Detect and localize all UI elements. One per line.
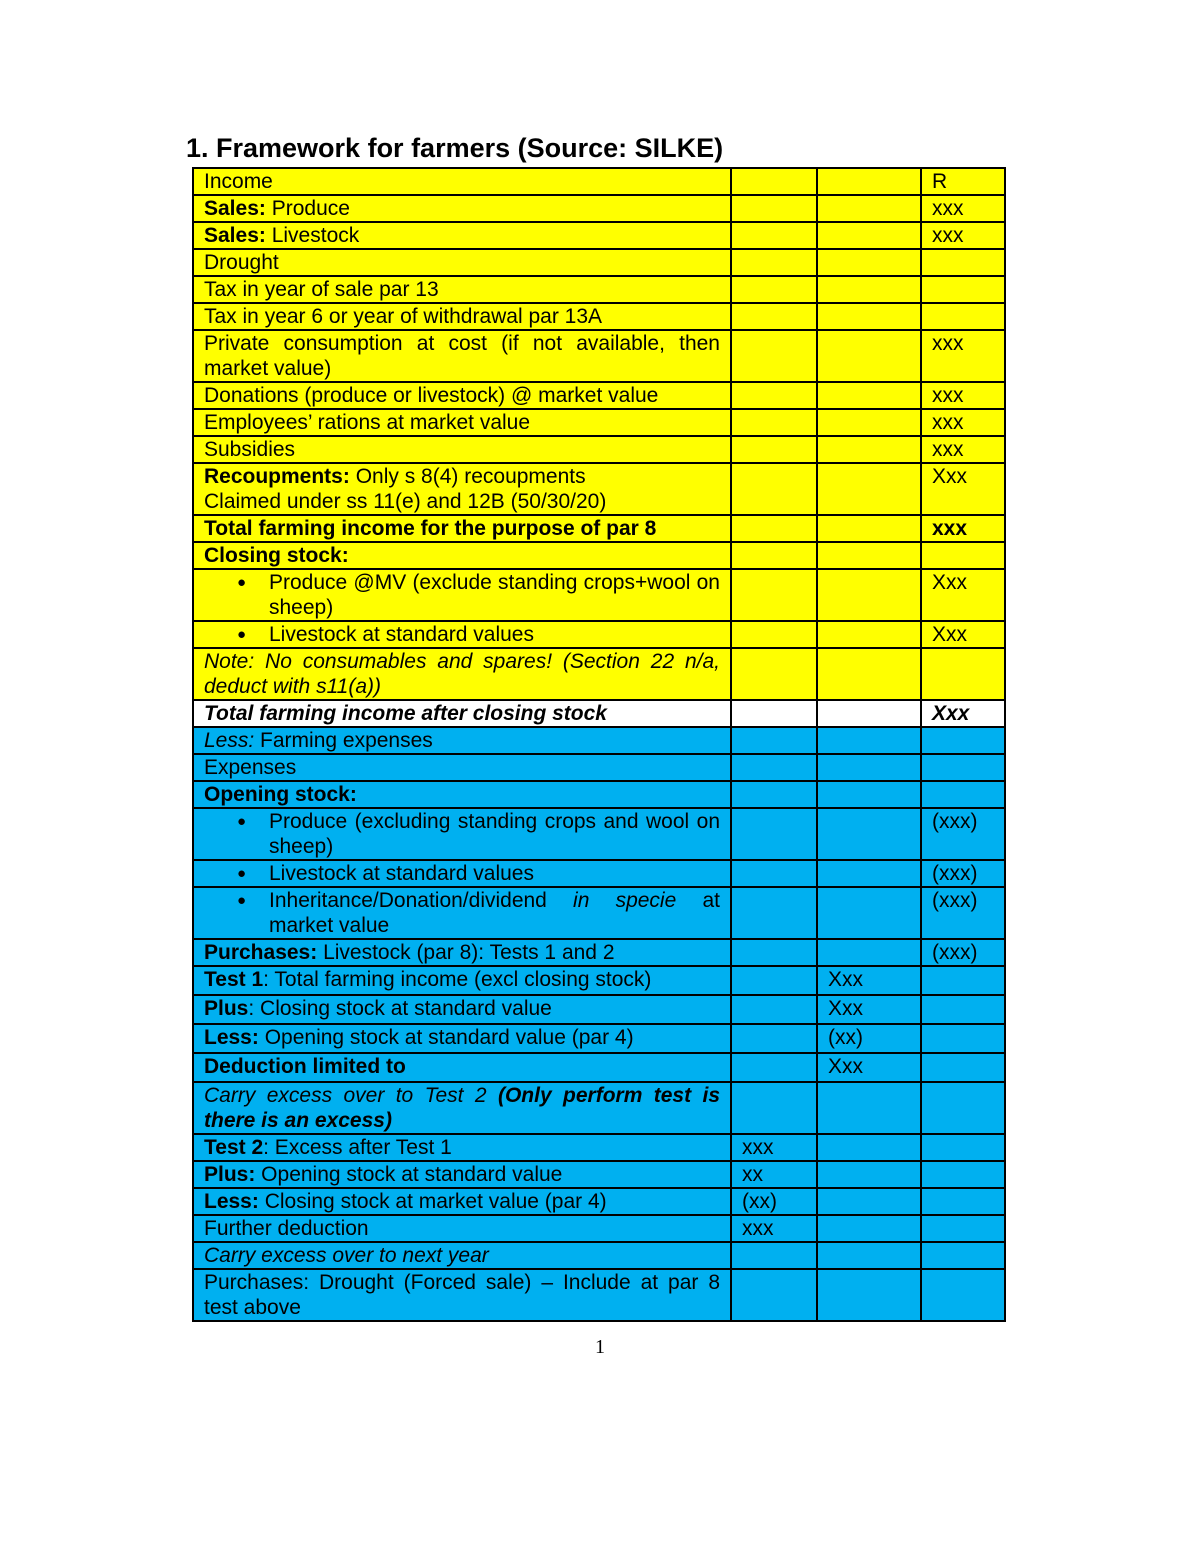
amount-cell-c3 xyxy=(817,542,921,569)
amount-cell-c3 xyxy=(817,1269,921,1321)
amount-value: xxx xyxy=(932,224,964,247)
amount-cell-c4 xyxy=(921,168,1005,195)
amount-cell-c2 xyxy=(731,276,817,303)
row-description xyxy=(193,542,731,569)
row-description xyxy=(193,436,731,463)
amount-cell-c3 xyxy=(817,808,921,860)
amount-cell-c4 xyxy=(921,222,1005,249)
amount-cell-c2 xyxy=(731,966,817,995)
amount-cell-c2 xyxy=(731,1082,817,1134)
bullet-text xyxy=(269,570,720,620)
table-row xyxy=(193,727,1005,754)
amount-cell-c3 xyxy=(817,249,921,276)
amount-cell-c2 xyxy=(731,648,817,700)
amount-cell-c4 xyxy=(921,276,1005,303)
bold-label: Plus xyxy=(204,997,249,1020)
amount-cell-c3 xyxy=(817,515,921,542)
amount-cell-c3 xyxy=(817,382,921,409)
row-label: Income xyxy=(204,170,273,193)
amount-cell-c4 xyxy=(921,887,1005,939)
amount-cell-c3 xyxy=(817,463,921,515)
table-row xyxy=(193,1161,1005,1188)
row-label: Donations (produce or livestock) @ market value xyxy=(204,384,659,407)
amount-cell-c4 xyxy=(921,1161,1005,1188)
amount-value: xxx xyxy=(742,1217,774,1240)
bold-label: Opening stock: xyxy=(204,783,357,806)
amount-cell-c3 xyxy=(817,436,921,463)
amount-cell-c4 xyxy=(921,463,1005,515)
row-label: Drought xyxy=(204,251,279,274)
table-body xyxy=(193,168,1005,1321)
table-row xyxy=(193,621,1005,648)
amount-cell-c3 xyxy=(817,887,921,939)
bullet-italic-label: in specie xyxy=(573,889,677,912)
table-row xyxy=(193,966,1005,995)
amount-cell-c2 xyxy=(731,436,817,463)
amount-cell-c4 xyxy=(921,995,1005,1024)
amount-value: xx xyxy=(742,1163,763,1186)
amount-cell-c3 xyxy=(817,995,921,1024)
row-description xyxy=(193,195,731,222)
table-row xyxy=(193,754,1005,781)
amount-cell-c3 xyxy=(817,648,921,700)
table-row xyxy=(193,887,1005,939)
amount-cell-c2 xyxy=(731,330,817,382)
amount-cell-c4 xyxy=(921,1215,1005,1242)
table-row xyxy=(193,249,1005,276)
amount-cell-c4 xyxy=(921,569,1005,621)
amount-cell-c2 xyxy=(731,995,817,1024)
amount-cell-c2 xyxy=(731,887,817,939)
bullet-label-end: at market value xyxy=(269,889,720,937)
amount-value: xxx xyxy=(932,517,968,540)
row-label: Tax in year 6 or year of withdrawal par 13A xyxy=(204,305,603,328)
bullet-item xyxy=(204,888,720,938)
table-row xyxy=(193,436,1005,463)
amount-cell-c3 xyxy=(817,860,921,887)
amount-value: xxx xyxy=(932,332,964,355)
row-description xyxy=(193,754,731,781)
row-label: Closing stock at market value (par 4) xyxy=(258,1190,607,1213)
bullet-item xyxy=(204,622,720,647)
amount-cell-c4 xyxy=(921,382,1005,409)
table-row xyxy=(193,1134,1005,1161)
table-row xyxy=(193,1242,1005,1269)
italic-label: Carry excess over to next year xyxy=(204,1244,489,1267)
amount-value: Xxx xyxy=(932,571,968,594)
bullet-text xyxy=(269,809,720,859)
row-description xyxy=(193,1161,731,1188)
table-row xyxy=(193,569,1005,621)
row-description xyxy=(193,727,731,754)
amount-value: xxx xyxy=(932,438,964,461)
row-description xyxy=(193,463,731,515)
bullet-icon: ● xyxy=(237,813,247,830)
amount-value: Xxx xyxy=(932,623,968,646)
row-description xyxy=(193,860,731,887)
bold-label: Sales: xyxy=(204,197,266,220)
amount-cell-c2 xyxy=(731,1134,817,1161)
bold-label: Less: xyxy=(204,1026,259,1049)
bold-label: Plus: xyxy=(204,1163,256,1186)
amount-cell-c4 xyxy=(921,1188,1005,1215)
row-description xyxy=(193,887,731,939)
amount-cell-c3 xyxy=(817,781,921,808)
amount-cell-c4 xyxy=(921,1242,1005,1269)
bullet-label: Inheritance/Donation/dividend xyxy=(269,889,574,912)
amount-cell-c4 xyxy=(921,303,1005,330)
amount-cell-c3 xyxy=(817,330,921,382)
table-row xyxy=(193,1215,1005,1242)
amount-cell-c2 xyxy=(731,222,817,249)
amount-cell-c2 xyxy=(731,808,817,860)
table-row xyxy=(193,195,1005,222)
italic-label: Note: No consumables and spares! (Section 22 n/a, deduct with s11(a)) xyxy=(204,650,720,698)
bold-label: Test 1 xyxy=(204,968,264,991)
bold-label: Sales: xyxy=(204,224,266,247)
row-description xyxy=(193,1215,731,1242)
amount-cell-c2 xyxy=(731,515,817,542)
row-description xyxy=(193,1082,731,1134)
amount-value: Xxx xyxy=(828,1055,864,1078)
row-label: Farming expenses xyxy=(254,729,433,752)
row-description xyxy=(193,621,731,648)
row-description xyxy=(193,222,731,249)
amount-cell-c2 xyxy=(731,754,817,781)
bold-label: Less: xyxy=(204,1190,259,1213)
page-number: 1 xyxy=(595,1336,605,1358)
row-label: Further deduction xyxy=(204,1217,369,1240)
row-description xyxy=(193,1134,731,1161)
amount-cell-c2 xyxy=(731,1024,817,1053)
amount-cell-c2 xyxy=(731,382,817,409)
row-description xyxy=(193,1242,731,1269)
amount-cell-c2 xyxy=(731,1269,817,1321)
row-label: Produce xyxy=(265,197,350,220)
amount-cell-c4 xyxy=(921,436,1005,463)
bullet-icon: ● xyxy=(237,574,247,591)
italic-label: Less: xyxy=(204,729,255,752)
table-row xyxy=(193,1269,1005,1321)
row-description xyxy=(193,781,731,808)
table-row xyxy=(193,382,1005,409)
table-row xyxy=(193,1053,1005,1082)
amount-value: (xxx) xyxy=(932,941,978,964)
row-description xyxy=(193,276,731,303)
row-label-line2: Claimed under ss 11(e) and 12B (50/30/20) xyxy=(204,490,607,513)
table-row xyxy=(193,939,1005,966)
italic-label: Carry excess over to Test 2 xyxy=(204,1084,498,1107)
amount-cell-c2 xyxy=(731,1215,817,1242)
row-label: Purchases: Drought (Forced sale) – Include at par 8 test above xyxy=(204,1271,720,1319)
amount-cell-c4 xyxy=(921,754,1005,781)
table-row xyxy=(193,1188,1005,1215)
table-row xyxy=(193,700,1005,727)
amount-cell-c3 xyxy=(817,1161,921,1188)
amount-cell-c4 xyxy=(921,966,1005,995)
bullet-icon: ● xyxy=(237,892,247,909)
table-row xyxy=(193,463,1005,515)
amount-cell-c3 xyxy=(817,966,921,995)
bullet-label: Livestock at standard values xyxy=(269,862,534,885)
row-description xyxy=(193,330,731,382)
row-description xyxy=(193,700,731,727)
amount-value: xxx xyxy=(742,1136,774,1159)
row-description xyxy=(193,249,731,276)
amount-cell-c2 xyxy=(731,939,817,966)
table-row xyxy=(193,222,1005,249)
amount-cell-c4 xyxy=(921,330,1005,382)
row-description xyxy=(193,648,731,700)
row-description xyxy=(193,995,731,1024)
amount-value: xxx xyxy=(932,197,964,220)
amount-cell-c3 xyxy=(817,727,921,754)
amount-cell-c4 xyxy=(921,542,1005,569)
row-description xyxy=(193,939,731,966)
amount-value: Xxx xyxy=(828,997,864,1020)
row-description xyxy=(193,515,731,542)
amount-cell-c3 xyxy=(817,569,921,621)
row-description xyxy=(193,569,731,621)
bold-label: Deduction limited to xyxy=(204,1055,406,1078)
row-label: Livestock xyxy=(265,224,360,247)
amount-cell-c4 xyxy=(921,939,1005,966)
amount-cell-c4 xyxy=(921,409,1005,436)
row-description xyxy=(193,1024,731,1053)
amount-cell-c2 xyxy=(731,1161,817,1188)
row-description xyxy=(193,168,731,195)
row-label: : Excess after Test 1 xyxy=(263,1136,452,1159)
row-label: Subsidies xyxy=(204,438,296,461)
amount-value: xxx xyxy=(932,411,964,434)
amount-cell-c2 xyxy=(731,249,817,276)
amount-cell-c4 xyxy=(921,808,1005,860)
table-row xyxy=(193,515,1005,542)
row-label: Livestock (par 8): Tests 1 and 2 xyxy=(317,941,615,964)
amount-cell-c3 xyxy=(817,409,921,436)
bullet-icon: ● xyxy=(237,865,247,882)
amount-cell-c3 xyxy=(817,1053,921,1082)
amount-cell-c4 xyxy=(921,621,1005,648)
amount-cell-c3 xyxy=(817,222,921,249)
bold-italic-label: Total farming income after closing stock xyxy=(204,702,607,725)
amount-value: (xxx) xyxy=(932,810,978,833)
amount-value: (xx) xyxy=(742,1190,777,1213)
row-label: Tax in year of sale par 13 xyxy=(204,278,439,301)
amount-cell-c4 xyxy=(921,249,1005,276)
amount-cell-c2 xyxy=(731,195,817,222)
table-row xyxy=(193,648,1005,700)
amount-value: (xx) xyxy=(828,1026,863,1049)
amount-cell-c4 xyxy=(921,515,1005,542)
table-row xyxy=(193,542,1005,569)
amount-cell-c2 xyxy=(731,168,817,195)
table-row xyxy=(193,409,1005,436)
amount-cell-c4 xyxy=(921,727,1005,754)
amount-value: Xxx xyxy=(932,465,968,488)
amount-cell-c2 xyxy=(731,1188,817,1215)
table-row xyxy=(193,303,1005,330)
bold-label: Total farming income for the purpose of par 8 xyxy=(204,517,657,540)
amount-cell-c3 xyxy=(817,754,921,781)
bold-italic-label: (Only perform test is there is an excess) xyxy=(204,1084,720,1132)
row-label: Expenses xyxy=(204,756,297,779)
row-description xyxy=(193,966,731,995)
amount-cell-c2 xyxy=(731,781,817,808)
row-description xyxy=(193,1188,731,1215)
row-label: Opening stock at standard value (par 4) xyxy=(258,1026,634,1049)
row-description xyxy=(193,382,731,409)
amount-cell-c2 xyxy=(731,463,817,515)
amount-value: Xxx xyxy=(828,968,864,991)
amount-cell-c4 xyxy=(921,1082,1005,1134)
amount-cell-c2 xyxy=(731,727,817,754)
amount-cell-c3 xyxy=(817,303,921,330)
amount-cell-c3 xyxy=(817,1082,921,1134)
row-label: Private consumption at cost (if not available, then market value) xyxy=(204,332,720,380)
row-label: Opening stock at standard value xyxy=(255,1163,563,1186)
amount-cell-c3 xyxy=(817,939,921,966)
amount-cell-c2 xyxy=(731,569,817,621)
amount-cell-c3 xyxy=(817,1215,921,1242)
row-description xyxy=(193,303,731,330)
amount-cell-c4 xyxy=(921,700,1005,727)
amount-cell-c3 xyxy=(817,1188,921,1215)
amount-cell-c3 xyxy=(817,195,921,222)
amount-cell-c3 xyxy=(817,168,921,195)
table-row xyxy=(193,330,1005,382)
page-title: 1. Framework for farmers (Source: SILKE) xyxy=(186,133,724,163)
row-label: Only s 8(4) recoupments xyxy=(349,465,586,488)
bullet-item xyxy=(204,809,720,859)
bullet-text xyxy=(269,861,720,886)
farming-framework-table xyxy=(192,167,1006,1322)
table-row xyxy=(193,995,1005,1024)
amount-cell-c2 xyxy=(731,542,817,569)
amount-cell-c4 xyxy=(921,1269,1005,1321)
amount-cell-c3 xyxy=(817,1242,921,1269)
amount-cell-c2 xyxy=(731,860,817,887)
bold-label: Closing stock: xyxy=(204,544,349,567)
table-row xyxy=(193,1082,1005,1134)
amount-value: xxx xyxy=(932,384,964,407)
row-description xyxy=(193,409,731,436)
amount-value: (xxx) xyxy=(932,889,978,912)
table-row xyxy=(193,808,1005,860)
row-description xyxy=(193,808,731,860)
amount-value: (xxx) xyxy=(932,862,978,885)
bold-label: Recoupments: xyxy=(204,465,350,488)
amount-cell-c3 xyxy=(817,621,921,648)
amount-cell-c3 xyxy=(817,1134,921,1161)
row-label: Employees’ rations at market value xyxy=(204,411,531,434)
amount-cell-c2 xyxy=(731,700,817,727)
bold-label: Purchases: xyxy=(204,941,318,964)
bullet-text xyxy=(269,622,720,647)
bullet-icon: ● xyxy=(237,626,247,643)
amount-cell-c2 xyxy=(731,621,817,648)
bullet-text xyxy=(269,888,720,938)
table-row xyxy=(193,168,1005,195)
amount-cell-c4 xyxy=(921,195,1005,222)
amount-cell-c2 xyxy=(731,1053,817,1082)
bold-label: Test 2 xyxy=(204,1136,264,1159)
amount-cell-c3 xyxy=(817,276,921,303)
bullet-item xyxy=(204,861,720,886)
table-row xyxy=(193,1024,1005,1053)
amount-cell-c4 xyxy=(921,781,1005,808)
amount-cell-c4 xyxy=(921,860,1005,887)
amount-cell-c4 xyxy=(921,1134,1005,1161)
row-label: : Closing stock at standard value xyxy=(248,997,552,1020)
bullet-item xyxy=(204,570,720,620)
bullet-label: Produce (excluding standing crops and wool on sheep) xyxy=(269,810,720,858)
amount-cell-c3 xyxy=(817,1024,921,1053)
row-description xyxy=(193,1053,731,1082)
row-description xyxy=(193,1269,731,1321)
amount-cell-c2 xyxy=(731,303,817,330)
amount-cell-c4 xyxy=(921,1053,1005,1082)
amount-value: Xxx xyxy=(932,702,970,725)
amount-cell-c4 xyxy=(921,648,1005,700)
table-row xyxy=(193,276,1005,303)
amount-cell-c3 xyxy=(817,700,921,727)
bullet-label: Livestock at standard values xyxy=(269,623,534,646)
amount-cell-c4 xyxy=(921,1024,1005,1053)
row-label: : Total farming income (excl closing stock) xyxy=(263,968,652,991)
amount-cell-c2 xyxy=(731,409,817,436)
amount-value: R xyxy=(932,170,948,193)
bullet-label: Produce @MV (exclude standing crops+wool on sheep) xyxy=(269,571,720,619)
table-row xyxy=(193,781,1005,808)
table-row xyxy=(193,860,1005,887)
amount-cell-c2 xyxy=(731,1242,817,1269)
